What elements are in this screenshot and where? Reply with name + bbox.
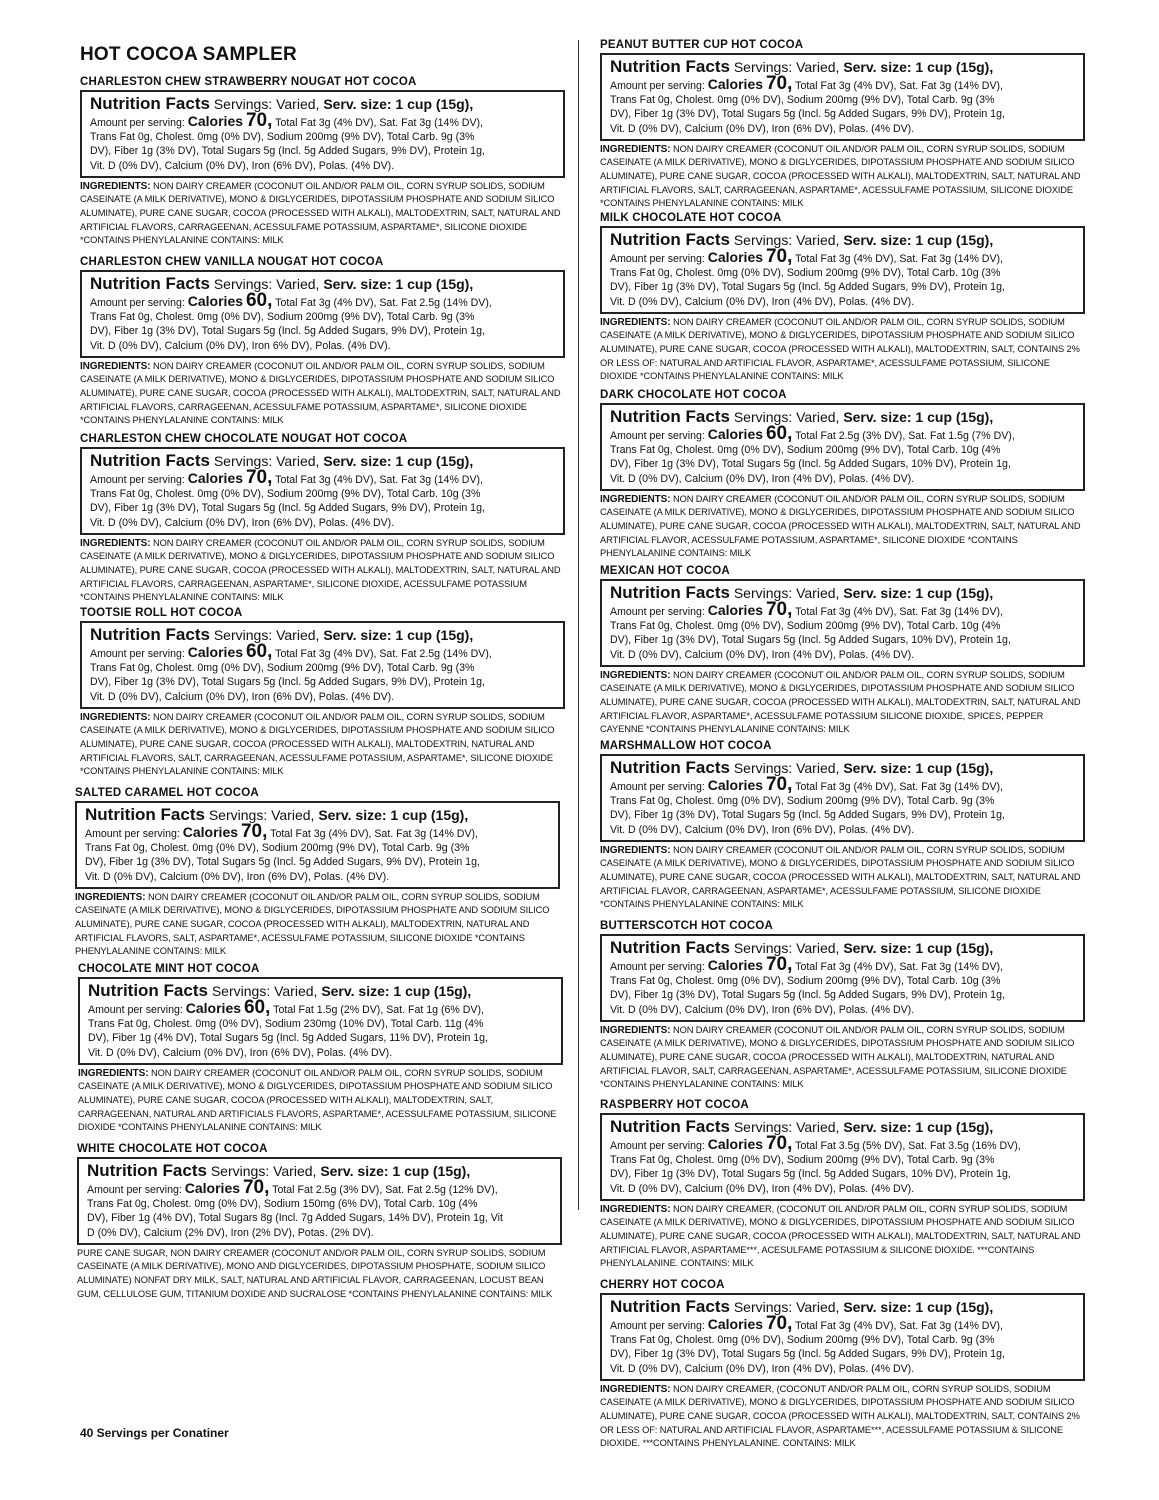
ingredients-text	[600, 1024, 1085, 1092]
calories-value: 70,	[765, 954, 793, 975]
ingredients-text	[600, 143, 1085, 211]
nutrition-facts-header	[90, 451, 555, 471]
product-section	[77, 1143, 562, 1301]
calories-label: Calories	[707, 1316, 764, 1332]
product-section	[600, 389, 1085, 561]
fat-text: Total Fat 3g (4% DV), Sat. Fat 2.5g (14% DV),	[275, 297, 492, 309]
servings-text: Servings: Varied,	[733, 409, 840, 425]
calories-value: 70,	[765, 73, 793, 94]
serving-size: Serv. size: 1 cup (15g),	[318, 807, 469, 823]
nutrition-facts-header	[610, 57, 1075, 77]
servings-text: Servings: Varied,	[733, 940, 840, 956]
ingredients-text	[80, 360, 565, 428]
ingredients-list: NON DAIRY CREAMER (COCONUT OIL AND/OR PALM OIL, CORN SYRUP SOLIDS, SODIUM CASEINATE (A MILK DERIVATIVE), MONO & DIGLYCERIDES, DIPOTASSIUM PHOSPHATE AND SODIUM SILICO ALUMINATE), PURE CANE SUGAR, COCOA (PROCESSED WITH ALKALI), MALTODEXTRIN, SALT, NATURAL AND ARTIFICIAL FLAVORS, CARRAGEENAN, ACESSULFAME POTASSIUM, ASPARTAME*, SILICONE DIOXIDE *CONTAINS PHENYLALANINE CONTAINS: MILK	[80, 180, 561, 246]
calories-line	[610, 599, 1075, 620]
product-section	[80, 433, 565, 605]
nutrition-facts-header	[88, 981, 553, 1001]
product-name: CHOCOLATE MINT HOT COCOA	[78, 963, 260, 975]
servings-text: Servings: Varied,	[211, 983, 318, 999]
nutrient-line: Trans Fat 0g, Cholest. 0mg (0% DV), Sodium 200mg (9% DV), Total Carb. 9g (3%	[610, 1154, 995, 1167]
nutrient-line: Trans Fat 0g, Cholest. 0mg (0% DV), Sodium 200mg (9% DV), Total Carb. 9g (3%	[90, 311, 475, 324]
ingredients-list: NON DAIRY CREAMER (COCONUT OIL AND/OR PALM OIL, CORN SYRUP SOLIDS, SODIUM CASEINATE (A MILK DERIVATIVE), MONO & DIGLYCERIDES, DIPOTASSIUM PHOSPHATE AND SODIUM SILICO ALUMINATE), PURE CANE SUGAR, COCOA (PROCESSED WITH ALKALI), MALTODEXTRIN, SALT, CARRAGEENAN, NATURAL AND ARTIFICIALS FLAVORS, ASPARTAME*, ACESSULFAME POTASSIUM, SILICONE DIOXIDE *CONTAINS PHENYLALANINE CONTAINS: MILK	[78, 1067, 557, 1133]
column-divider	[578, 40, 579, 1210]
ingredients-label: INGREDIENTS:	[80, 180, 151, 192]
servings-text: Servings: Varied,	[733, 760, 840, 776]
calories-label: Calories	[707, 76, 764, 92]
fat-text: Total Fat 3.5g (5% DV), Sat. Fat 3.5g (16% DV),	[795, 1140, 1021, 1152]
servings-text: Servings: Varied,	[210, 1163, 317, 1179]
nutrient-line: Vit. D (0% DV), Calcium (0% DV), Iron (6% DV), Polas. (4% DV).	[88, 1046, 393, 1059]
nutrient-line: Trans Fat 0g, Cholest. 0mg (0% DV), Sodium 200mg (9% DV), Total Carb. 9g (3%	[610, 1334, 995, 1347]
calories-label: Calories	[707, 957, 764, 973]
calories-label: Calories	[182, 824, 239, 840]
nutrition-facts-label: Nutrition Facts	[610, 57, 730, 76]
ingredients-list: NON DAIRY CREAMER (COCONUT OIL AND/OR PALM OIL, CORN SYRUP SOLIDS, SODIUM CASEINATE (A MILK DERIVATIVE), MONO & DIGLYCERIDES, DIPOTASSIUM PHOSPHATE AND SODIUM SILICO ALUMINATE), PURE CANE SUGAR, COCOA (PROCESSED WITH ALKALI), MALTODEXTRIN, SALT, CONTAINS 2% OR LESS OF: NATURAL AND ARTIFICIAL FLAVOR, ASPARTAME*, ACESSULFAME POTASSIUM, SILICONE DIOXIDE *CONTAINS PHENYLALANINE CONTAINS: MILK	[600, 316, 1080, 382]
product-section	[75, 787, 560, 959]
calories-line	[87, 1177, 552, 1198]
nutrition-facts-label: Nutrition Facts	[90, 274, 210, 293]
fat-text: Total Fat 3g (4% DV), Sat. Fat 3g (14% DV),	[795, 606, 1003, 618]
ingredients-text	[78, 1067, 563, 1135]
nutrient-line: DV), Fiber 1g (4% DV), Total Sugars 5g (Incl. 5g Added Sugars, 11% DV), Protein 1g,	[88, 1032, 489, 1045]
nutrient-line: DV), Fiber 1g (3% DV), Total Sugars 5g (Incl. 5g Added Sugars, 9% DV), Protein 1g,	[610, 1348, 1005, 1361]
fat-text: Total Fat 2.5g (3% DV), Sat. Fat 1.5g (7% DV),	[795, 430, 1015, 442]
nutrition-facts-body	[610, 774, 1075, 837]
nutrition-facts-label: Nutrition Facts	[610, 938, 730, 957]
ingredients-label: INGREDIENTS:	[80, 711, 151, 723]
calories-line	[90, 110, 555, 131]
ingredients-label: INGREDIENTS:	[78, 1067, 149, 1079]
nutrition-facts-box	[600, 1293, 1085, 1381]
fat-text: Total Fat 2.5g (3% DV), Sat. Fat 2.5g (12% DV),	[272, 1184, 498, 1196]
nutrition-facts-header	[610, 1117, 1075, 1137]
calories-label: Calories	[187, 644, 244, 660]
product-section	[600, 565, 1085, 737]
ingredients-label: INGREDIENTS:	[600, 1383, 671, 1395]
calories-line	[610, 423, 1075, 444]
ingredients-list: NON DAIRY CREAMER (COCONUT OIL AND/OR PALM OIL, CORN SYRUP SOLIDS, SODIUM CASEINATE (A MILK DERIVATIVE), MONO & DIGLYCERIDES, DIPOTASSIUM PHOSPHATE AND SODIUM SILICO ALUMINATE), PURE CANE SUGAR, COCOA (PROCESSED WITH ALKALI), MALTODEXTRIN, SALT, NATURAL AND ARTIFICIAL FLAVOR, ACESSULFAME POTASSIUM, ASPARTAME*, SILICONE DIOXIDE *CONTAINS PHENYLALANINE CONTAINS: MILK	[600, 493, 1081, 559]
ingredients-label: INGREDIENTS:	[80, 360, 151, 372]
ingredients-label: INGREDIENTS:	[600, 143, 671, 155]
amount-label: Amount per serving:	[610, 430, 705, 442]
nutrition-facts-box	[600, 934, 1085, 1022]
serving-size: Serv. size: 1 cup (15g),	[843, 59, 994, 75]
servings-text: Servings: Varied,	[733, 232, 840, 248]
nutrient-line: Vit. D (0% DV), Calcium (0% DV), Iron (4% DV), Polas. (4% DV).	[610, 472, 915, 485]
page-title: HOT COCOA SAMPLER	[80, 44, 297, 65]
servings-text: Servings: Varied,	[213, 276, 320, 292]
nutrition-facts-label: Nutrition Facts	[610, 1297, 730, 1316]
nutrient-line: DV), Fiber 1g (3% DV), Total Sugars 5g (Incl. 5g Added Sugars, 10% DV), Protein 1g,	[610, 1168, 1011, 1181]
calories-value: 60,	[765, 423, 793, 444]
product-name: DARK CHOCOLATE HOT COCOA	[600, 389, 787, 401]
servings-text: Servings: Varied,	[213, 453, 320, 469]
calories-line	[610, 246, 1075, 267]
nutrient-line: Trans Fat 0g, Cholest. 0mg (0% DV), Sodium 200mg (9% DV), Total Carb. 10g (3%	[610, 267, 1001, 280]
fat-text: Total Fat 3g (4% DV), Sat. Fat 3g (14% DV),	[275, 474, 483, 486]
nutrition-facts-header	[610, 938, 1075, 958]
amount-label: Amount per serving:	[87, 1184, 182, 1196]
ingredients-text	[80, 537, 565, 605]
product-name: CHARLESTON CHEW STRAWBERRY NOUGAT HOT COCOA	[80, 76, 417, 88]
nutrient-line: Vit. D (0% DV), Calcium (0% DV), Iron (6% DV), Polas. (4% DV).	[90, 159, 395, 172]
ingredients-label: INGREDIENTS:	[80, 537, 151, 549]
nutrient-line: Trans Fat 0g, Cholest. 0mg (0% DV), Sodium 230mg (10% DV), Total Carb. 11g (4%	[88, 1018, 484, 1031]
nutrition-facts-label: Nutrition Facts	[87, 1161, 207, 1180]
nutrient-line: Vit. D (0% DV), Calcium (0% DV), Iron (6% DV), Polas. (4% DV).	[90, 690, 395, 703]
amount-label: Amount per serving:	[85, 828, 180, 840]
servings-per-container: 40 Servings per Conatiner	[80, 1426, 229, 1440]
nutrition-facts-header	[87, 1161, 552, 1181]
calories-value: 70,	[765, 774, 793, 795]
serving-size: Serv. size: 1 cup (15g),	[843, 1119, 994, 1135]
nutrition-facts-header	[610, 230, 1075, 250]
serving-size: Serv. size: 1 cup (15g),	[843, 940, 994, 956]
serving-size: Serv. size: 1 cup (15g),	[323, 627, 474, 643]
nutrient-line: Trans Fat 0g, Cholest. 0mg (0% DV), Sodium 200mg (9% DV), Total Carb. 9g (3%	[610, 94, 995, 107]
calories-line	[88, 997, 553, 1018]
product-section	[600, 212, 1085, 384]
serving-size: Serv. size: 1 cup (15g),	[320, 1163, 471, 1179]
calories-label: Calories	[184, 1180, 241, 1196]
nutrient-line: DV), Fiber 1g (3% DV), Total Sugars 5g (Incl. 5g Added Sugars, 9% DV), Protein 1g,	[90, 502, 485, 515]
fat-text: Total Fat 3g (4% DV), Sat. Fat 2.5g (14% DV),	[275, 648, 492, 660]
serving-size: Serv. size: 1 cup (15g),	[843, 409, 994, 425]
amount-label: Amount per serving:	[90, 474, 185, 486]
product-name: CHARLESTON CHEW VANILLA NOUGAT HOT COCOA	[80, 256, 384, 268]
ingredients-text	[600, 669, 1085, 737]
nutrition-facts-body	[90, 110, 555, 173]
nutrition-facts-label: Nutrition Facts	[610, 583, 730, 602]
calories-value: 70,	[242, 1177, 270, 1198]
nutrient-line: Vit. D (0% DV), Calcium (0% DV), Iron (4% DV), Polas. (4% DV).	[610, 1182, 915, 1195]
amount-label: Amount per serving:	[610, 80, 705, 92]
nutrient-line: DV), Fiber 1g (3% DV), Total Sugars 5g (Incl. 5g Added Sugars, 9% DV), Protein 1g,	[90, 325, 485, 338]
nutrient-line: Trans Fat 0g, Cholest. 0mg (0% DV), Sodium 200mg (9% DV), Total Carb. 9g (3%	[90, 662, 475, 675]
nutrient-line: DV), Fiber 1g (3% DV), Total Sugars 5g (Incl. 5g Added Sugars, 9% DV), Protein 1g,	[610, 809, 1005, 822]
nutrient-line: Trans Fat 0g, Cholest. 0mg (0% DV), Sodium 200mg (9% DV), Total Carb. 10g (3%	[610, 975, 1001, 988]
calories-value: 70,	[765, 246, 793, 267]
nutrient-line: Vit. D (0% DV), Calcium (0% DV), Iron (6% DV), Polas. (4% DV).	[90, 516, 395, 529]
nutrition-facts-box	[600, 754, 1085, 842]
fat-text: Total Fat 1.5g (2% DV), Sat. Fat 1g (6% DV),	[273, 1004, 484, 1016]
product-name: BUTTERSCOTCH HOT COCOA	[600, 920, 774, 932]
serving-size: Serv. size: 1 cup (15g),	[843, 585, 994, 601]
calories-line	[90, 467, 555, 488]
amount-label: Amount per serving:	[610, 606, 705, 618]
nutrient-line: DV), Fiber 1g (3% DV), Total Sugars 5g (Incl. 5g Added Sugars, 9% DV), Protein 1g,	[610, 281, 1005, 294]
nutrient-line: DV), Fiber 1g (4% DV), Total Sugars 8g (Incl. 7g Added Sugars, 14% DV), Protein 1g, Vit	[87, 1212, 503, 1225]
ingredients-list: PURE CANE SUGAR, NON DAIRY CREAMER (COCONUT AND/OR PALM OIL, CORN SYRUP SOLIDS, SODIUM CASEINATE (A MILK DERIVATIVE), MONO AND DIGLYCERIDES, DIPOTASSIUM PHOSPHATE, SODIUM SILICO ALUMINATE) NONFAT DRY MILK, SALT, NATURAL AND ARTIFICIAL FLAVOR, CARRAGEENAN, LOCUST BEAN GUM, CELLULOSE GUM, TITANIUM DOXIDE AND SUCRALOSE *CONTAINS PHENYLALANINE CONTAINS: MILK	[77, 1247, 553, 1299]
serving-size: Serv. size: 1 cup (15g),	[323, 453, 474, 469]
nutrient-line: Trans Fat 0g, Cholest. 0mg (0% DV), Sodium 150mg (6% DV), Total Carb. 10g (4%	[87, 1198, 478, 1211]
product-section	[600, 1099, 1085, 1271]
calories-value: 70,	[245, 467, 273, 488]
ingredients-label: INGREDIENTS:	[75, 891, 146, 903]
ingredients-list: NON DAIRY CREAMER (COCONUT OIL AND/OR PALM OIL, CORN SYRUP SOLIDS, SODIUM CASEINATE (A MILK DERIVATIVE), MONO & DIGLYCERIDES, DIPOTASSIUM PHOSPHATE AND SODIUM SILICO ALUMINATE), PURE CANE SUGAR, COCOA (PROCESSED WITH ALKALI), MALTODEXTRIN, SALT, NATURAL AND ARTIFICIAL FLAVORS, SALT, CARRAGEENAN, ASPARTAME*, ACESSULFAME POTASSIUM, SILICONE DIOXIDE *CONTAINS PHENYLALANINE CONTAINS: MILK	[600, 143, 1081, 209]
nutrition-facts-box	[600, 1113, 1085, 1201]
nutrient-line: Vit. D (0% DV), Calcium (0% DV), Iron (4% DV), Polas. (4% DV).	[610, 1362, 915, 1375]
nutrition-facts-header	[610, 583, 1075, 603]
amount-label: Amount per serving:	[610, 961, 705, 973]
calories-line	[610, 1133, 1075, 1154]
nutrition-facts-label: Nutrition Facts	[610, 758, 730, 777]
calories-value: 60,	[245, 290, 273, 311]
nutrient-line: D (0% DV), Calcium (2% DV), Iron (2% DV), Potas. (2% DV).	[87, 1226, 374, 1239]
nutrition-facts-body	[90, 641, 555, 704]
amount-label: Amount per serving:	[90, 297, 185, 309]
calories-line	[610, 73, 1075, 94]
amount-label: Amount per serving:	[88, 1004, 183, 1016]
ingredients-label: INGREDIENTS:	[600, 844, 671, 856]
nutrition-facts-box	[600, 53, 1085, 141]
product-section	[80, 76, 565, 248]
product-section	[78, 963, 563, 1135]
ingredients-list: NON DAIRY CREAMER (COCONUT OIL AND/OR PALM OIL, CORN SYRUP SOLIDS, SODIUM CASEINATE (A MILK DERIVATIVE), MONO & DIGLYCERIDES, DIPOTASSIUM PHOSPHATE AND SODIUM SILICO ALUMINATE), PURE CANE SUGAR, COCOA (PROCESSED WITH ALKALI), MALTODEXTRIN, SALT, NATURAL AND ARTIFICIAL FLAVOR, ASPARTAME*, ACESSULFAME POTASSIUM SILICONE DIOXIDE, SPICES, PEPPER CAYENNE *CONTAINS PHENYLALANINE CONTAINS: MILK	[600, 669, 1081, 735]
ingredients-label: INGREDIENTS:	[600, 316, 671, 328]
servings-text: Servings: Varied,	[733, 59, 840, 75]
product-name: SALTED CARAMEL HOT COCOA	[75, 787, 259, 799]
nutrient-line: Vit. D (0% DV), Calcium (0% DV), Iron (6% DV), Polas. (4% DV).	[610, 1003, 915, 1016]
calories-value: 70,	[765, 1133, 793, 1154]
product-name: PEANUT BUTTER CUP HOT COCOA	[600, 39, 804, 51]
calories-value: 60,	[243, 997, 271, 1018]
nutrition-facts-label: Nutrition Facts	[610, 230, 730, 249]
servings-text: Servings: Varied,	[213, 96, 320, 112]
servings-text: Servings: Varied,	[213, 627, 320, 643]
ingredients-list: NON DAIRY CREAMER (COCONUT OIL AND/OR PALM OIL, CORN SYRUP SOLIDS, SODIUM CASEINATE (A MILK DERIVATIVE), MONO & DIGLYCERIDES, DIPOTASSIUM PHOSPHATE AND SODIUM SILICO ALUMINATE), PURE CANE SUGAR, COCOA (PROCESSED WITH ALKALI), MALTODEXTRIN, NATURAL AND ARTIFICIAL FLAVORS, SALT, ASPARTAME*, ACESSULFAME POTASSIUM, SILICONE DIOXIDE *CONTAINS PHENYLALANINE CONTAINS: MILK	[75, 891, 550, 957]
nutrient-line: Vit. D (0% DV), Calcium (0% DV), Iron 6% DV), Polas. (4% DV).	[90, 339, 391, 352]
nutrient-line: DV), Fiber 1g (3% DV), Total Sugars 5g (Incl. 5g Added Sugars, 9% DV), Protein 1g,	[90, 676, 485, 689]
nutrition-facts-box	[600, 226, 1085, 314]
nutrition-facts-body	[610, 1313, 1075, 1376]
serving-size: Serv. size: 1 cup (15g),	[843, 1299, 994, 1315]
nutrition-facts-body	[610, 246, 1075, 309]
nutrition-facts-box	[78, 977, 563, 1065]
nutrition-facts-box	[600, 579, 1085, 667]
product-section	[600, 920, 1085, 1092]
nutrition-facts-body	[87, 1177, 552, 1240]
amount-label: Amount per serving:	[90, 648, 185, 660]
calories-line	[610, 954, 1075, 975]
serving-size: Serv. size: 1 cup (15g),	[321, 983, 472, 999]
servings-text: Servings: Varied,	[208, 807, 315, 823]
ingredients-label: INGREDIENTS:	[600, 493, 671, 505]
product-section	[600, 740, 1085, 912]
fat-text: Total Fat 3g (4% DV), Sat. Fat 3g (14% DV),	[795, 961, 1003, 973]
calories-line	[610, 774, 1075, 795]
amount-label: Amount per serving:	[90, 117, 185, 129]
nutrition-facts-label: Nutrition Facts	[90, 451, 210, 470]
nutrition-facts-box	[600, 403, 1085, 491]
nutrition-facts-body	[85, 821, 550, 884]
nutrient-line: Trans Fat 0g, Cholest. 0mg (0% DV), Sodium 200mg (9% DV), Total Carb. 9g (3%	[85, 842, 470, 855]
fat-text: Total Fat 3g (4% DV), Sat. Fat 3g (14% DV),	[795, 80, 1003, 92]
nutrient-line: DV), Fiber 1g (3% DV), Total Sugars 5g (Incl. 5g Added Sugars, 9% DV), Protein 1g,	[90, 145, 485, 158]
nutrient-line: Vit. D (0% DV), Calcium (0% DV), Iron (4% DV), Polas. (4% DV).	[610, 295, 915, 308]
amount-label: Amount per serving:	[610, 253, 705, 265]
nutrition-facts-label: Nutrition Facts	[88, 981, 208, 1000]
nutrient-line: Trans Fat 0g, Cholest. 0mg (0% DV), Sodium 200mg (9% DV), Total Carb. 10g (3%	[90, 488, 481, 501]
nutrition-facts-box	[80, 447, 565, 535]
product-name: MEXICAN HOT COCOA	[600, 565, 730, 577]
nutrition-facts-box	[80, 270, 565, 358]
nutrient-line: Trans Fat 0g, Cholest. 0mg (0% DV), Sodium 200mg (9% DV), Total Carb. 9g (3%	[610, 795, 995, 808]
amount-label: Amount per serving:	[610, 1320, 705, 1332]
nutrition-facts-body	[610, 423, 1075, 486]
serving-size: Serv. size: 1 cup (15g),	[323, 96, 474, 112]
calories-line	[90, 290, 555, 311]
nutrition-facts-body	[610, 954, 1075, 1017]
calories-label: Calories	[185, 1000, 242, 1016]
nutrient-line: Vit. D (0% DV), Calcium (0% DV), Iron (6% DV), Polas. (4% DV).	[610, 823, 915, 836]
nutrition-facts-label: Nutrition Facts	[610, 407, 730, 426]
nutrition-facts-body	[610, 1133, 1075, 1196]
nutrient-line: Vit. D (0% DV), Calcium (0% DV), Iron (4% DV), Polas. (4% DV).	[610, 648, 915, 661]
ingredients-text	[80, 711, 565, 779]
ingredients-text	[600, 493, 1085, 561]
ingredients-text	[600, 316, 1085, 384]
ingredients-list: NON DAIRY CREAMER (COCONUT OIL AND/OR PALM OIL, CORN SYRUP SOLIDS, SODIUM CASEINATE (A MILK DERIVATIVE), MONO & DIGLYCERIDES, DIPOTASSIUM PHOSPHATE AND SODIUM SILICO ALUMINATE), PURE CANE SUGAR, COCOA (PROCESSED WITH ALKALI), MALTODEXTRIN, SALT, NATURAL AND ARTIFICIAL FLAVORS, CARRAGEENAN, ACESSULFAME POTASSIUM, ASPARTAME*, SILICONE DIOXIDE *CONTAINS PHENYLALANINE CONTAINS: MILK	[80, 360, 561, 426]
ingredients-label: INGREDIENTS:	[600, 1024, 671, 1036]
ingredients-text	[75, 891, 560, 959]
product-name: MARSHMALLOW HOT COCOA	[600, 740, 772, 752]
nutrition-facts-box	[77, 1157, 562, 1245]
ingredients-text	[600, 844, 1085, 912]
nutrition-facts-header	[610, 407, 1075, 427]
nutrient-line: DV), Fiber 1g (3% DV), Total Sugars 5g (Incl. 5g Added Sugars, 10% DV), Protein 1g,	[610, 634, 1011, 647]
nutrition-facts-header	[90, 94, 555, 114]
calories-label: Calories	[187, 293, 244, 309]
fat-text: Total Fat 3g (4% DV), Sat. Fat 3g (14% DV),	[795, 1320, 1003, 1332]
ingredients-label: INGREDIENTS:	[600, 669, 671, 681]
fat-text: Total Fat 3g (4% DV), Sat. Fat 3g (14% DV),	[795, 781, 1003, 793]
nutrition-facts-header	[90, 625, 555, 645]
nutrition-facts-label: Nutrition Facts	[90, 94, 210, 113]
servings-text: Servings: Varied,	[733, 1299, 840, 1315]
amount-label: Amount per serving:	[610, 781, 705, 793]
ingredients-list: NON DAIRY CREAMER, (COCONUT AND/OR PALM OIL, CORN SYRUP SOLIDS, SODIUM CASEINATE (A MILK DERIVATIVE), MONO & DIGLYCERIDES, DIPOTASSIUM PHOSPHATE AND SODIUM SILICO ALUMINATE), PURE CANE SUGAR, COCOA (PROCESSED WITH ALKALI), MALTODEXTRIN, SALT, CONTAINS 2% OR LESS OF: NATURAL AND ARTIFICIAL FLAVOR, ASPARTAME***, ACESSULFAME POTASSIUM & SILICONE DIOXIDE. ***CONTAINS PHENYLALANINE. CONTAINS: MILK	[600, 1383, 1080, 1449]
nutrition-facts-header	[85, 805, 550, 825]
nutrition-facts-header	[90, 274, 555, 294]
nutrient-line: Trans Fat 0g, Cholest. 0mg (0% DV), Sodium 200mg (9% DV), Total Carb. 10g (4%	[610, 620, 1001, 633]
nutrition-facts-body	[610, 599, 1075, 662]
serving-size: Serv. size: 1 cup (15g),	[323, 276, 474, 292]
ingredients-list: NON DAIRY CREAMER (COCONUT OIL AND/OR PALM OIL, CORN SYRUP SOLIDS, SODIUM CASEINATE (A MILK DERIVATIVE), MONO & DIGLYCERIDES, DIPOTASSIUM PHOSPHATE AND SODIUM SILICO ALUMINATE), PURE CANE SUGAR, COCOA (PROCESSED WITH ALKALI), MALTODEXTRIN, NATURAL AND ARTIFICIAL FLAVOR, SALT, CARRAGEENAN, ASPARTAME*, ACESSULFAME POTASSIUM, SILICONE DIOXIDE *CONTAINS PHENYLALANINE CONTAINS: MILK	[600, 1024, 1075, 1090]
product-section	[600, 1279, 1085, 1451]
nutrient-line: DV), Fiber 1g (3% DV), Total Sugars 5g (Incl. 5g Added Sugars, 10% DV), Protein 1g,	[610, 458, 1011, 471]
nutrient-line: Trans Fat 0g, Cholest. 0mg (0% DV), Sodium 200mg (9% DV), Total Carb. 9g (3%	[90, 131, 475, 144]
calories-value: 70,	[245, 110, 273, 131]
product-name: TOOTSIE ROLL HOT COCOA	[80, 607, 243, 619]
calories-line	[610, 1313, 1075, 1334]
nutrition-facts-box	[80, 621, 565, 709]
nutrition-facts-label: Nutrition Facts	[610, 1117, 730, 1136]
nutrition-facts-label: Nutrition Facts	[85, 805, 205, 824]
fat-text: Total Fat 3g (4% DV), Sat. Fat 3g (14% DV),	[270, 828, 478, 840]
product-section	[80, 607, 565, 779]
product-name: RASPBERRY HOT COCOA	[600, 1099, 749, 1111]
product-name: MILK CHOCOLATE HOT COCOA	[600, 212, 782, 224]
calories-label: Calories	[707, 777, 764, 793]
ingredients-list: NON DAIRY CREAMER (COCONUT OIL AND/OR PALM OIL, CORN SYRUP SOLIDS, SODIUM CASEINATE (A MILK DERIVATIVE), MONO & DIGLYCERIDES, DIPOTASSIUM PHOSPHATE AND SODIUM SILICO ALUMINATE), PURE CANE SUGAR, COCOA (PROCESSED WITH ALKALI), MALTODEXTRIN, SALT, NATURAL AND ARTIFICIAL FLAVOR, CARRAGEENAN, ASPARTAME*, ACESSULFAME POTASSIUM, SILICONE DIOXIDE *CONTAINS PHENYLALANINE CONTAINS: MILK	[600, 844, 1081, 910]
ingredients-text	[600, 1203, 1085, 1271]
amount-label: Amount per serving:	[610, 1140, 705, 1152]
product-name: CHERRY HOT COCOA	[600, 1279, 725, 1291]
calories-label: Calories	[707, 426, 764, 442]
nutrient-line: Vit. D (0% DV), Calcium (0% DV), Iron (6% DV), Polas. (4% DV).	[85, 870, 390, 883]
nutrient-line: DV), Fiber 1g (3% DV), Total Sugars 5g (Incl. 5g Added Sugars, 9% DV), Protein 1g,	[85, 856, 480, 869]
ingredients-text	[80, 180, 565, 248]
ingredients-label: INGREDIENTS:	[600, 1203, 671, 1215]
calories-value: 60,	[245, 641, 273, 662]
nutrition-facts-body	[610, 73, 1075, 136]
fat-text: Total Fat 3g (4% DV), Sat. Fat 3g (14% DV),	[275, 117, 483, 129]
nutrition-facts-body	[90, 467, 555, 530]
calories-value: 70,	[240, 821, 268, 842]
nutrition-facts-header	[610, 1297, 1075, 1317]
product-name: CHARLESTON CHEW CHOCOLATE NOUGAT HOT COCOA	[80, 433, 408, 445]
nutrition-facts-body	[88, 997, 553, 1060]
calories-label: Calories	[187, 113, 244, 129]
calories-value: 70,	[765, 1313, 793, 1334]
serving-size: Serv. size: 1 cup (15g),	[843, 232, 994, 248]
product-section	[80, 256, 565, 428]
nutrition-facts-box	[80, 90, 565, 178]
nutrition-facts-box	[75, 801, 560, 889]
nutrition-facts-header	[610, 758, 1075, 778]
ingredients-text	[77, 1247, 562, 1301]
nutrient-line: DV), Fiber 1g (3% DV), Total Sugars 5g (Incl. 5g Added Sugars, 9% DV), Protein 1g,	[610, 989, 1005, 1002]
ingredients-list: NON DAIRY CREAMER (COCONUT OIL AND/OR PALM OIL, CORN SYRUP SOLIDS, SODIUM CASEINATE (A MILK DERIVATIVE), MONO & DIGLYCERIDES, DIPOTASSIUM PHOSPHATE AND SODIUM SILICO ALUMINATE), PURE CANE SUGAR, COCOA (PROCESSED WITH ALKALI), MALTODEXTRIN, SALT, NATURAL AND ARTIFICIAL FLAVORS, CARRAGEENAN, ASPARTAME*, SILICONE DIOXIDE, ACESSULFAME POTASSIUM *CONTAINS PHENYLALANINE CONTAINS: MILK	[80, 537, 561, 603]
nutrient-line: DV), Fiber 1g (3% DV), Total Sugars 5g (Incl. 5g Added Sugars, 9% DV), Protein 1g,	[610, 108, 1005, 121]
calories-line	[90, 641, 555, 662]
ingredients-text	[600, 1383, 1085, 1451]
nutrition-facts-label: Nutrition Facts	[90, 625, 210, 644]
nutrition-facts-body	[90, 290, 555, 353]
calories-label: Calories	[707, 602, 764, 618]
calories-label: Calories	[187, 470, 244, 486]
ingredients-list: NON DAIRY CREAMER, (COCONUT OIL AND/OR PALM OIL, CORN SYRUP SOLIDS, SODIUM CASEINATE (A MILK DERIVATIVE), MONO & DIGLYCERIDES, DIPOTASSIUM PHOSPHATE AND SODIUM SILICO ALUMINATE), PURE CANE SUGAR, COCOA (PROCESSED WITH ALKALI), MALTODEXTRIN, SALT, NATURAL AND ARTIFICIAL FLAVOR, ASPARTAME***, ACESULFAME POTASSIUM & SILICONE DIOXIDE. ***CONTAINS PHENYLALANINE. CONTAINS: MILK	[600, 1203, 1081, 1269]
calories-value: 70,	[765, 599, 793, 620]
servings-text: Servings: Varied,	[733, 585, 840, 601]
calories-line	[85, 821, 550, 842]
calories-label: Calories	[707, 1136, 764, 1152]
fat-text: Total Fat 3g (4% DV), Sat. Fat 3g (14% DV),	[795, 253, 1003, 265]
servings-text: Servings: Varied,	[733, 1119, 840, 1135]
product-section	[600, 39, 1085, 211]
calories-label: Calories	[707, 249, 764, 265]
serving-size: Serv. size: 1 cup (15g),	[843, 760, 994, 776]
nutrient-line: Trans Fat 0g, Cholest. 0mg (0% DV), Sodium 200mg (9% DV), Total Carb. 10g (4%	[610, 444, 1001, 457]
nutrient-line: Vit. D (0% DV), Calcium (0% DV), Iron (6% DV), Polas. (4% DV).	[610, 122, 915, 135]
product-name: WHITE CHOCOLATE HOT COCOA	[77, 1143, 268, 1155]
ingredients-list: NON DAIRY CREAMER (COCONUT OIL AND/OR PALM OIL, CORN SYRUP SOLIDS, SODIUM CASEINATE (A MILK DERIVATIVE), MONO & DIGLYCERIDES, DIPOTASSIUM PHOSPHATE AND SODIUM SILICO ALUMINATE), PURE CANE SUGAR, COCOA (PROCESSED WITH ALKALI), MALTODEXTRIN, NATURAL AND ARTIFICIAL FLAVORS, SALT, CARRAGEENAN, ACESSULFAME POTASSIUM, ASPARTAME*, SILICONE DIOXIDE *CONTAINS PHENYLALANINE CONTAINS: MILK	[80, 711, 555, 777]
